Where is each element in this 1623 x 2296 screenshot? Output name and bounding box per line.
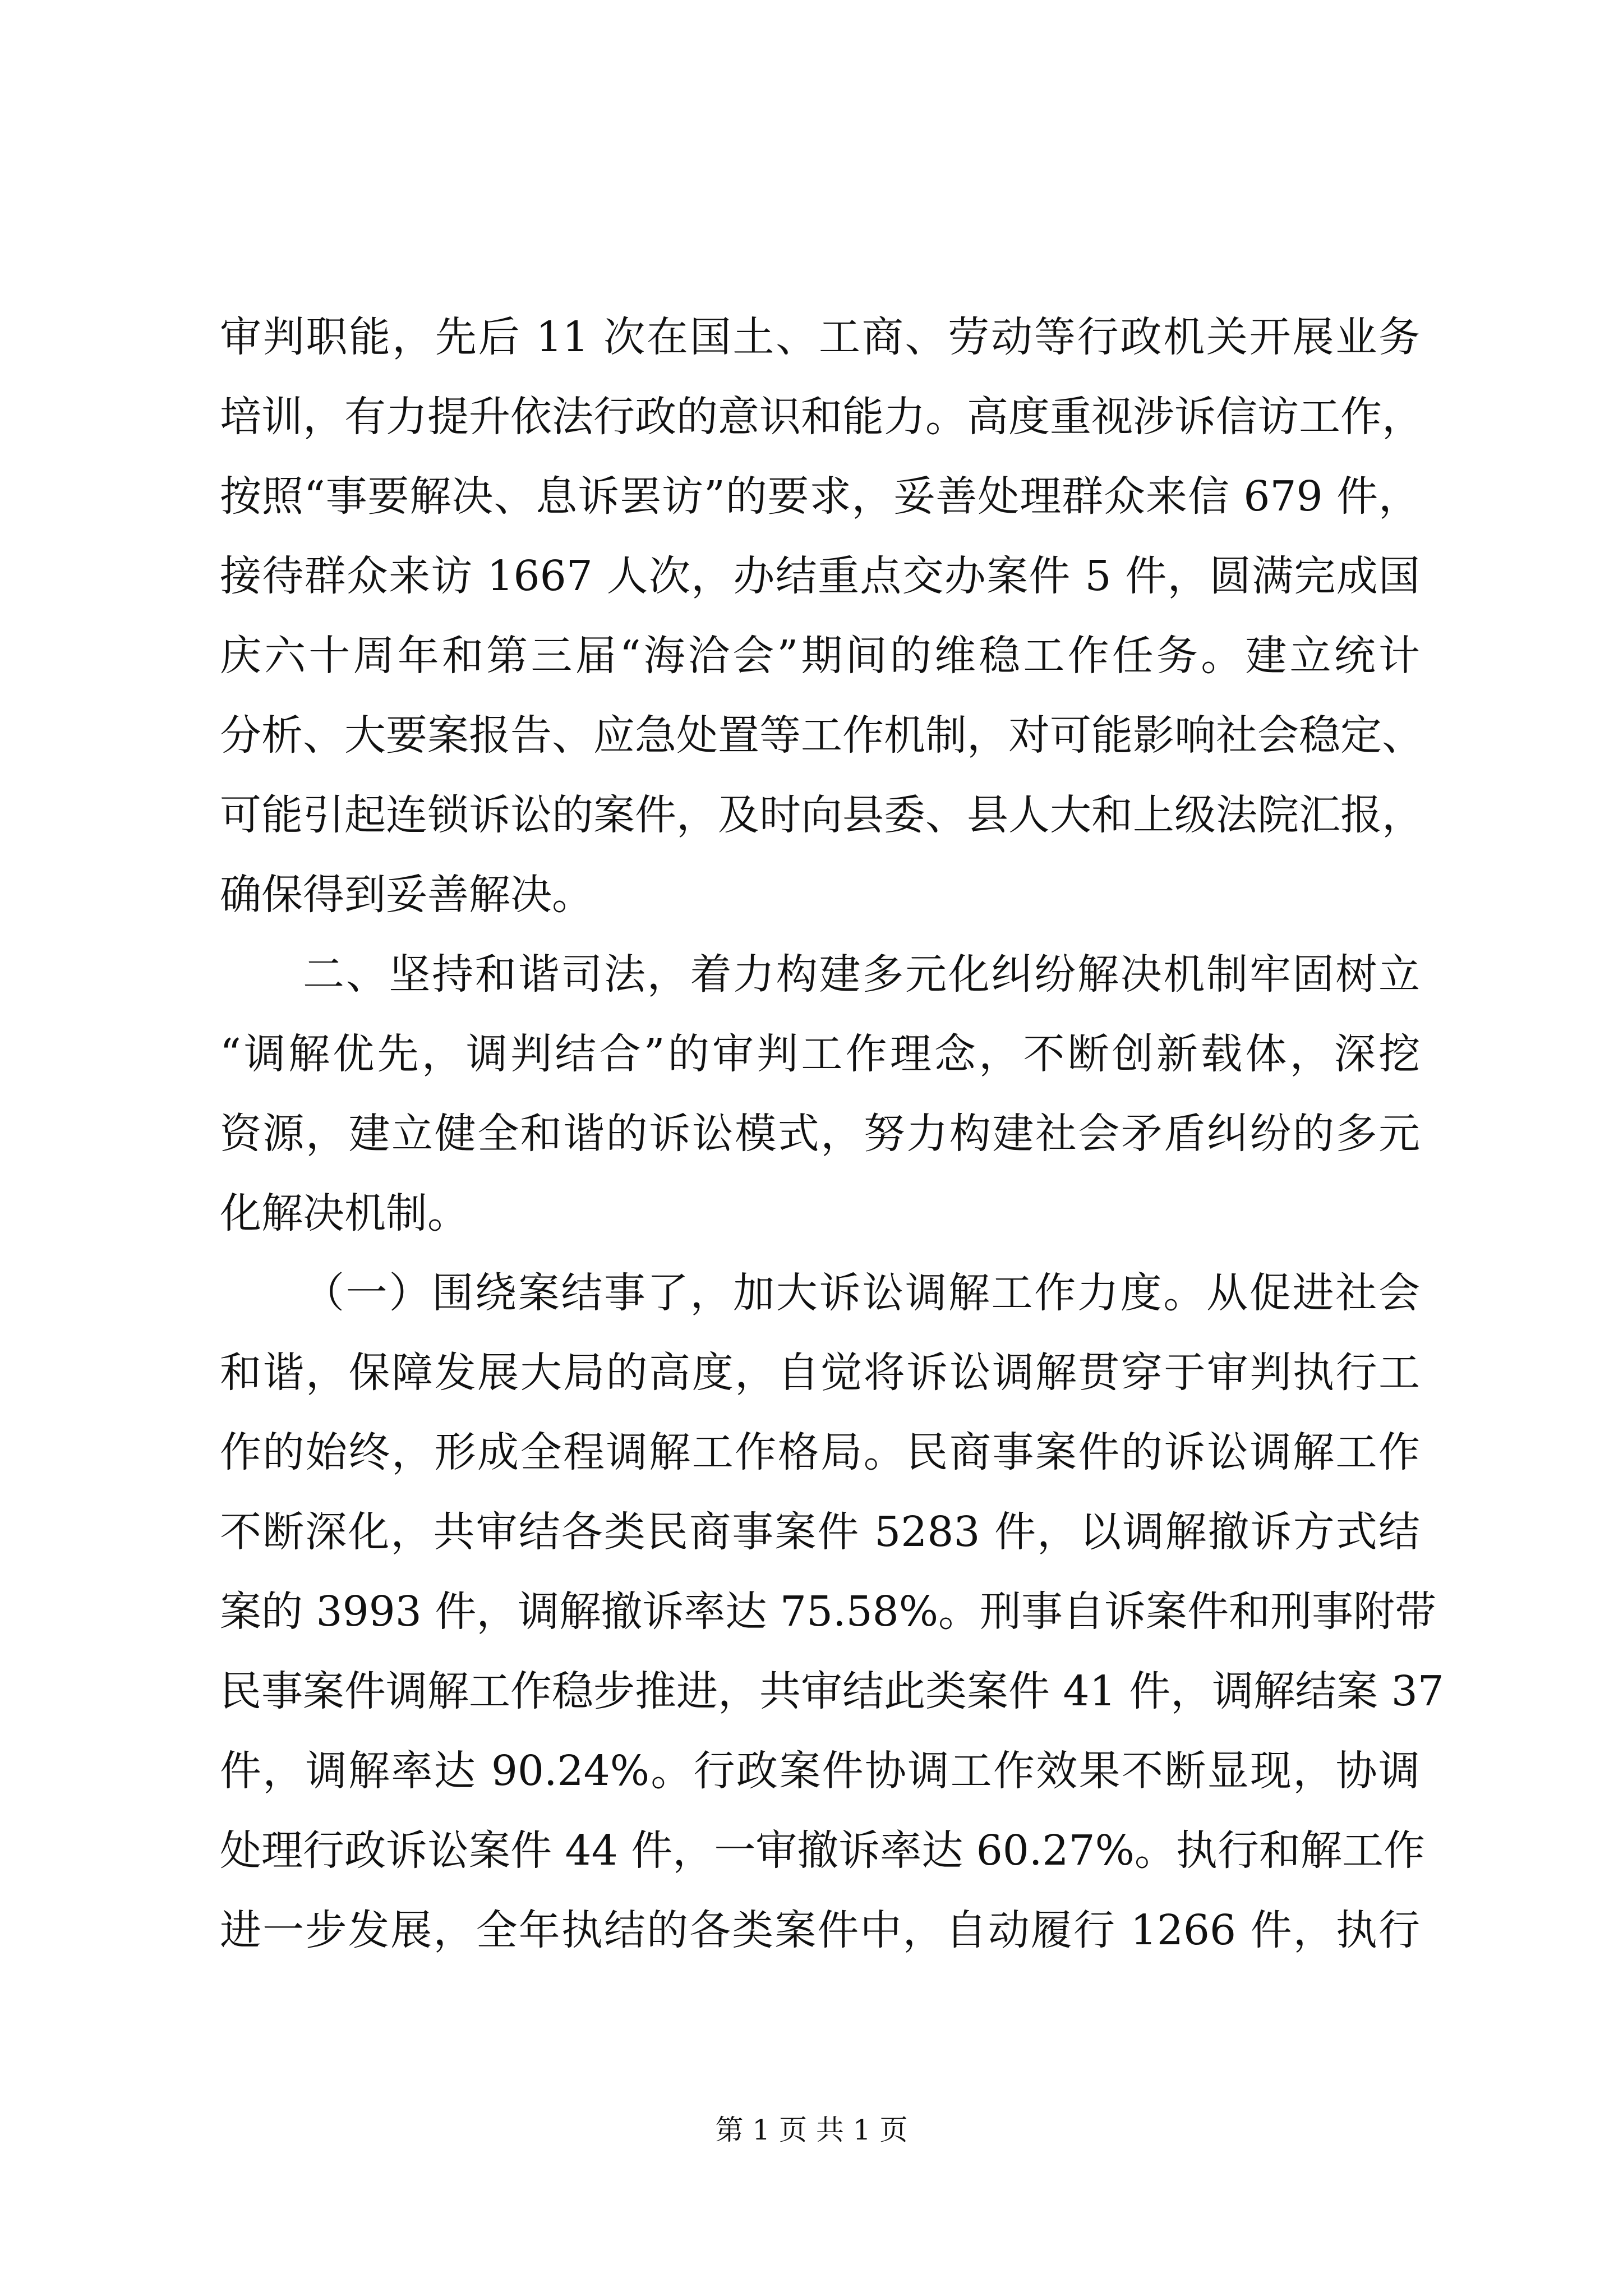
- text-line: 审判职能，先后 11 次在国土、工商、劳动等行政机关开展业务: [220, 313, 1420, 361]
- text-line: 处理行政诉讼案件 44 件，一审撤诉率达 60.27%。执行和解工作: [220, 1826, 1425, 1875]
- text-line: 庆六十周年和第三届“海洽会”期间的维稳工作任务。建立统计: [220, 632, 1420, 680]
- text-line: 案的 3993 件，调解撤诉率达 75.58%。刑事自诉案件和刑事附带: [220, 1588, 1437, 1636]
- text-line: 化解决机制。: [220, 1189, 469, 1237]
- page-footer: 第 1 页 共 1 页: [715, 2114, 908, 2146]
- text-line: 确保得到妥善解决。: [220, 871, 593, 919]
- text-line: 按照“事要解决、息诉罢访”的要求，妥善处理群众来信 679 件，: [220, 472, 1420, 521]
- text-line: 可能引起连锁诉讼的案件，及时向县委、县人大和上级法院汇报，: [220, 791, 1423, 839]
- body-text: [220, 297, 1444, 1970]
- text-line: 件，调解率达 90.24%。行政案件协调工作效果不断显现，协调: [220, 1747, 1420, 1795]
- text-line: 不断深化，共审结各类民商事案件 5283 件，以调解撤诉方式结: [220, 1508, 1420, 1556]
- subsection-heading-line: （一）围绕案结事了，加大诉讼调解工作力度。从促进社会: [303, 1269, 1420, 1317]
- text-line: 接待群众来访 1667 人次，办结重点交办案件 5 件，圆满完成国: [220, 552, 1420, 600]
- text-line: 分析、大要案报告、应急处置等工作机制，对可能影响社会稳定、: [220, 711, 1423, 760]
- section-heading-line: 二、坚持和谐司法，着力构建多元化纠纷解决机制牢固树立: [303, 950, 1420, 999]
- text-line: 资源，建立健全和谐的诉讼模式，努力构建社会矛盾纠纷的多元: [220, 1110, 1420, 1158]
- text-line: 进一步发展，全年执结的各类案件中，自动履行 1266 件，执行: [220, 1906, 1420, 1954]
- text-line: 和谐，保障发展大局的高度，自觉将诉讼调解贯穿于审判执行工: [220, 1349, 1420, 1397]
- text-line: 民事案件调解工作稳步推进，共审结此类案件 41 件，调解结案 37: [220, 1667, 1444, 1715]
- text-line: 培训，有力提升依法行政的意识和能力。高度重视涉诉信访工作，: [220, 393, 1423, 441]
- text-line: “调解优先，调判结合”的审判工作理念，不断创新载体，深挖: [220, 1030, 1420, 1078]
- text-line: 作的始终，形成全程调解工作格局。民商事案件的诉讼调解工作: [220, 1428, 1420, 1476]
